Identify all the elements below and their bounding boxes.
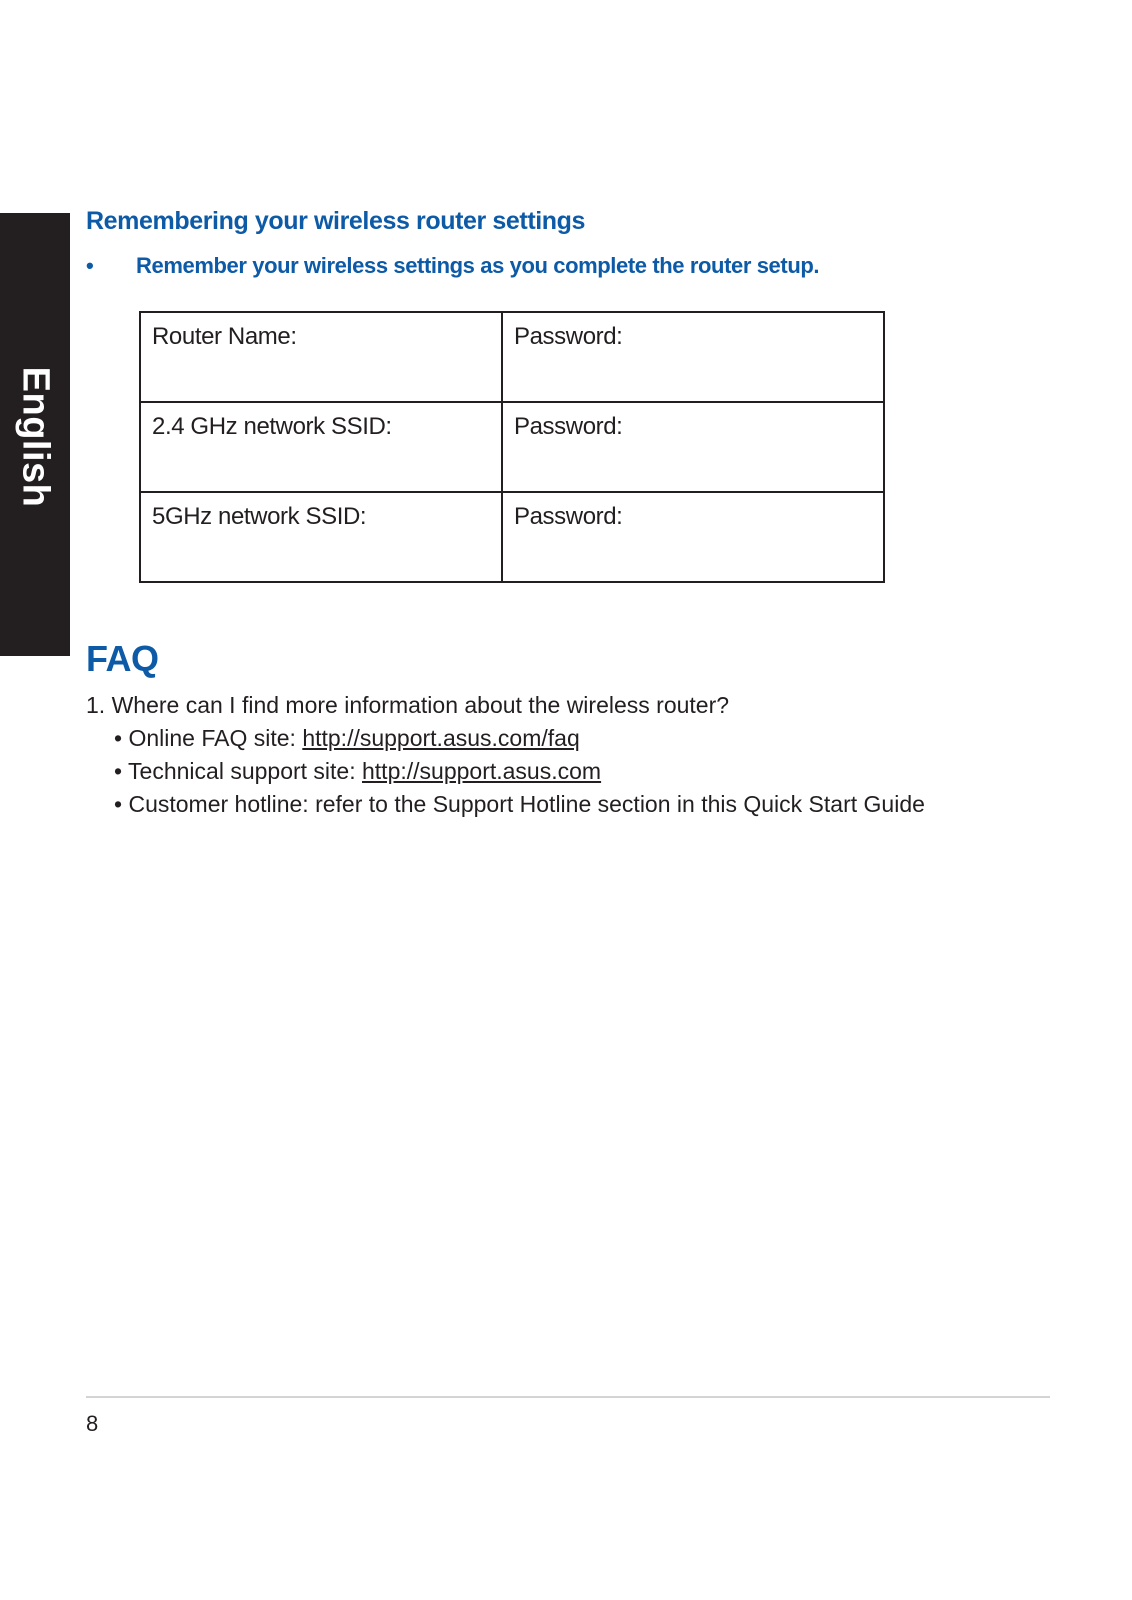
- faq-item-technical-support: [114, 758, 601, 785]
- faq-item-customer-hotline: [114, 791, 925, 818]
- online-faq-link[interactable]: http://support.asus.com/faq: [302, 725, 580, 751]
- page-number: 8: [86, 1411, 99, 1436]
- bullet-icon: •: [86, 253, 94, 278]
- router-password-cell: Password:: [502, 312, 884, 402]
- faq-item-label: Online FAQ site:: [128, 725, 303, 751]
- language-tab-label: English: [14, 366, 57, 508]
- faq-title: FAQ: [86, 638, 159, 679]
- faq-item-label: Customer hotline: refer to the Support Hotline section in this Quick Start Guide: [128, 791, 925, 817]
- ssid-24ghz-cell: 2.4 GHz network SSID:: [140, 402, 502, 492]
- ssid-24ghz-password-cell: Password:: [502, 402, 884, 492]
- bullet-icon: •: [114, 791, 123, 817]
- footer-divider: [86, 1396, 1050, 1398]
- section-title: Remembering your wireless router settings: [86, 207, 586, 235]
- ssid-5ghz-password-cell: Password:: [502, 492, 884, 582]
- table-row: [140, 312, 884, 402]
- table-row: [140, 402, 884, 492]
- faq-item-label: Technical support site:: [128, 758, 362, 784]
- router-settings-table: [139, 311, 885, 583]
- technical-support-link[interactable]: http://support.asus.com: [362, 758, 602, 784]
- faq-question: 1. Where can I find more information about the wireless router?: [86, 692, 730, 718]
- instruction-text: Remember your wireless settings as you complete the router setup.: [136, 253, 820, 278]
- bullet-icon: •: [114, 725, 123, 751]
- table-row: [140, 492, 884, 582]
- router-name-cell: Router Name:: [140, 312, 502, 402]
- bullet-icon: •: [114, 758, 123, 784]
- faq-item-online-faq: [114, 725, 580, 752]
- ssid-5ghz-cell: 5GHz network SSID:: [140, 492, 502, 582]
